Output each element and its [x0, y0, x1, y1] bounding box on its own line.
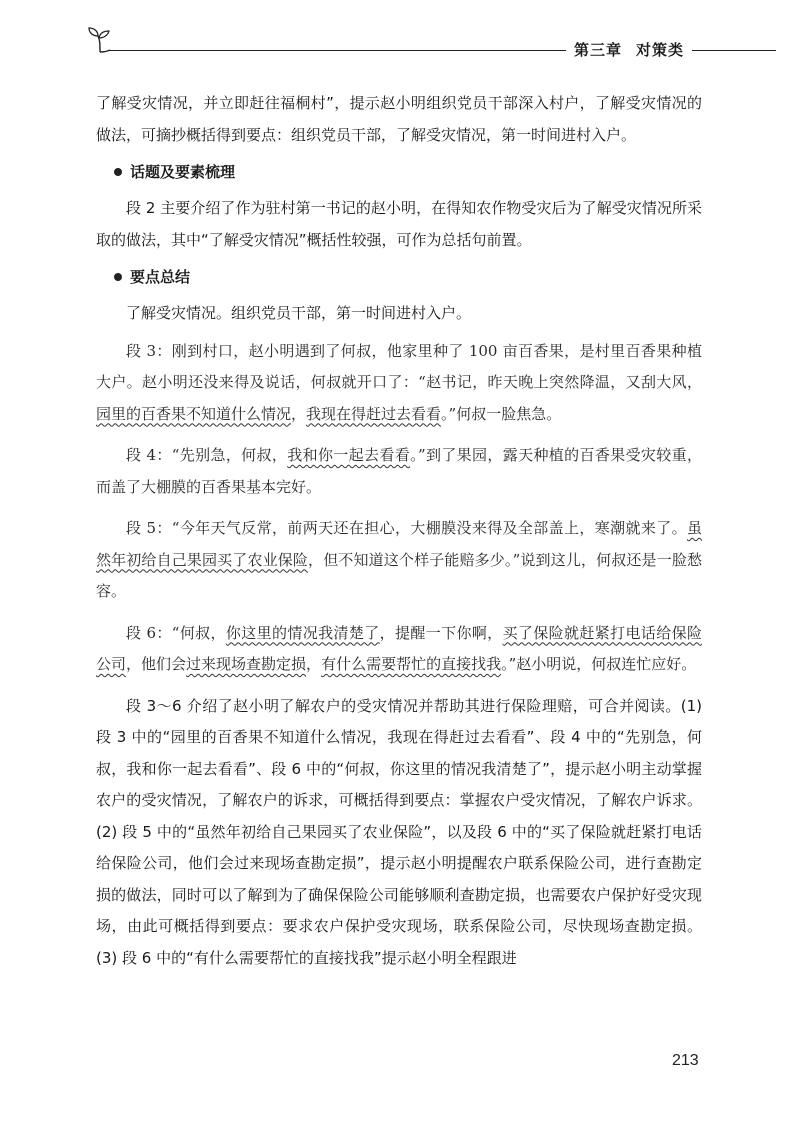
text-run: 。”赵小明说，何叔连忙应好。: [501, 655, 697, 673]
paragraph-6: [96, 513, 702, 608]
underlined-phrase: 虽然年初给自己果园买了农业保险: [96, 519, 702, 569]
underlined-phrase: 园里的百香果不知道什么情况: [96, 404, 292, 423]
text-run: ，但不知道这个样子能赔多少。”说到这儿，何叔还是一脸愁容。: [96, 550, 702, 600]
underlined-phrase: 过来现场查勘定损: [186, 655, 307, 673]
underlined-phrase: 你这里的情况我清楚了: [225, 623, 380, 642]
paragraph-5: [96, 440, 702, 503]
paragraph-2: 段 2 主要介绍了作为驻村第一书记的赵小明，在得知农作物受灾后为了解受灾情况所采取的做法，其中“了解受灾情况”概括性较强，可作为总括句前置。: [96, 199, 702, 249]
filled-circle-bullet-icon: [114, 168, 122, 176]
text-run: ，他们会: [126, 655, 187, 673]
text-run: 。”何叔一脸焦急。: [441, 404, 562, 423]
page-number: 213: [672, 1052, 699, 1069]
text-run: 段 5：“今年天气反常，前两天还在担心，大棚膜没来得及全部盖上，寒潮就来了。: [126, 519, 687, 537]
page-body: [96, 88, 702, 984]
section-heading-summary: [96, 262, 702, 292]
text-run: ，: [291, 404, 307, 423]
paragraph-1: 了解受灾情况，并立即赶往福桐村”，提示赵小明组织党员干部深入村户，了解受灾情况的做法，可摘抄概括得到要点：组织党员干部，了解受灾情况，第一时间进村入户。: [96, 94, 702, 144]
chapter-section: 对策类: [636, 41, 685, 59]
paragraph-4: [96, 336, 702, 431]
paragraph-3: 了解受灾情况。组织党员干部，第一时间进村入户。: [126, 304, 472, 322]
text-run: 。”到了果园，露天种植的百香果受灾较重，而盖了大棚膜的百香果基本完好。: [96, 446, 703, 496]
paragraph-8: 段 3～6 介绍了赵小明了解农户的受灾情况并帮助其进行保险理赔，可合并阅读。(1) 段 3 中的“园里的百香果不知道什么情况，我现在得赶过去看看”、段 4 中的“先别急，何叔，我和你一起去看看”、段 6 中的“何叔，你这里的情况我清楚了”，提示赵小明主动掌握农户的受灾情况，了解农户的诉求，可概括得到要点：掌握农户受灾情况，了解农户诉求。(2) 段 5 中的“虽然年初给自己果园买了农业保险”，以及段 6 中的“买了保险就赶紧打电话给保险公司，他们会过来现场查勘定损”，提示赵小明提醒农户联系保险公司，进行查勘定损的做法，同时可以了解到为了确保保险公司能够顺利查勘定损，也需要农户保护好受灾现场，由此可概括得到要点：要求农户保护受灾现场，联系保险公司，尽快现场查勘定损。(3) 段 6 中的“有什么需要帮忙的直接找我”提示赵小明全程跟进: [96, 696, 702, 967]
filled-circle-bullet-icon: [114, 273, 122, 281]
text-run: 段 4：“先别急，何叔，: [126, 446, 288, 464]
header-rule-left: [108, 50, 566, 51]
heading-text: 要点总结: [130, 268, 191, 286]
text-run: 段 6：“何叔，: [126, 623, 226, 642]
underlined-phrase: 我和你一起去看看: [287, 446, 411, 464]
text-run: 段 3：刚到村口，赵小明遇到了何叔，他家里种了 100 亩百香果，是村里百香果种植大户。赵小明还没来得及说话，何叔就开口了：“赵书记，昨天晚上突然降温，又刮大风，: [96, 341, 702, 391]
chapter-title: [574, 39, 684, 60]
heading-text: 话题及要素梳理: [130, 163, 236, 181]
paragraph-7: [96, 618, 702, 681]
text-run: ，提醒一下你啊，: [379, 623, 503, 642]
running-header: [0, 0, 800, 70]
underlined-phrase: 买了保险就赶紧打电话给保险公司: [96, 623, 702, 673]
underlined-phrase: 我现在得赶过去看看: [306, 404, 442, 423]
header-rule-right: [692, 50, 776, 51]
section-heading-topic: [96, 157, 702, 187]
underlined-phrase: 有什么需要帮忙的直接找我: [321, 655, 502, 673]
text-run: ，: [306, 655, 322, 673]
chapter-number: 第三章: [574, 41, 623, 59]
